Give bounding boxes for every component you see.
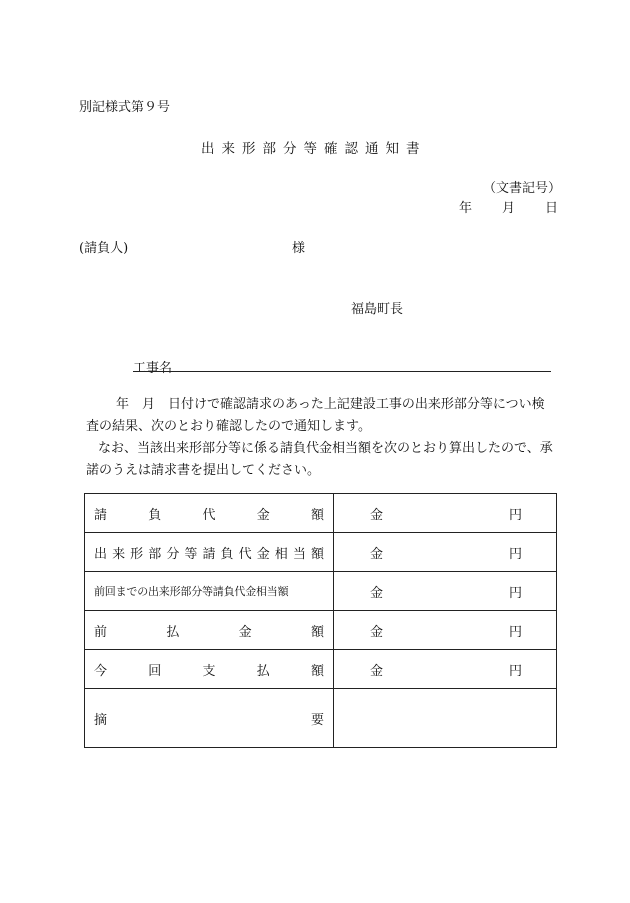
- table-row: [85, 650, 557, 689]
- label-char: 金: [256, 546, 270, 562]
- currency-label: 金: [370, 507, 384, 523]
- currency-label: 金: [370, 546, 384, 562]
- label-char: 払: [166, 624, 180, 640]
- body-paragraph-2: なお、当該出来形部分等に係る請負代金相当額を次のとおり算出したので、承諾のうえは請求書を提出してください。: [86, 441, 553, 478]
- row-label: [85, 611, 334, 650]
- date-line: [459, 197, 558, 216]
- previous-amount-label: 前回までの出来形部分等請負代金相当額: [94, 585, 289, 598]
- document-title: 出来形部分等確認通知書: [201, 141, 427, 157]
- label-char: 額: [310, 624, 324, 640]
- label-char: 来: [112, 546, 126, 562]
- table-row: [85, 494, 557, 533]
- label-char: 前: [94, 624, 108, 640]
- amount-cell: [334, 533, 557, 572]
- label-char: 請: [202, 546, 216, 562]
- label-char: 部: [148, 546, 162, 562]
- label-char: 形: [130, 546, 144, 562]
- issuer: 福島町長: [351, 302, 404, 317]
- date-month: 月: [502, 201, 516, 216]
- amount-cell: [334, 494, 557, 533]
- label-char: 額: [310, 507, 324, 523]
- amount-table: [84, 493, 557, 748]
- label-char: 出: [94, 546, 108, 562]
- document-number-label: （文書記号）: [483, 181, 562, 196]
- row-label: [85, 533, 334, 572]
- date-year: 年: [459, 201, 473, 216]
- label-char: 額: [310, 663, 324, 679]
- label-char: 額: [310, 546, 324, 562]
- yen-unit: 円: [508, 624, 522, 640]
- project-name-label: 工事名: [133, 361, 173, 376]
- honorific: 様: [292, 241, 306, 256]
- label-char: 要: [310, 712, 324, 728]
- table-row: [85, 572, 557, 611]
- remarks-cell: [334, 689, 557, 748]
- label-char: 負: [148, 507, 162, 523]
- amount-cell: [334, 650, 557, 689]
- label-char: 今: [94, 663, 108, 679]
- amount-cell: [334, 611, 557, 650]
- label-char: 回: [148, 663, 162, 679]
- table-row: [85, 611, 557, 650]
- remarks-label: [94, 709, 324, 728]
- label-char: 金: [238, 624, 252, 640]
- contractor-label: (請負人): [79, 241, 129, 256]
- label-char: 負: [220, 546, 234, 562]
- currency-label: 金: [370, 585, 384, 601]
- current-payment-label: [94, 660, 324, 679]
- label-char: 金: [256, 507, 270, 523]
- label-char: 当: [292, 546, 306, 562]
- yen-unit: 円: [508, 507, 522, 523]
- currency-label: 金: [370, 624, 384, 640]
- table-row: [85, 533, 557, 572]
- label-char: 払: [256, 663, 270, 679]
- row-label: [85, 650, 334, 689]
- contract-amount-label: [94, 504, 324, 523]
- advance-payment-label: [94, 621, 324, 640]
- project-name-line: [133, 371, 551, 372]
- label-char: 請: [94, 507, 108, 523]
- label-char: 代: [202, 507, 216, 523]
- label-char: 相: [274, 546, 288, 562]
- body-paragraph-1: 年 月 日付けで確認請求のあった上記建設工事の出来形部分等につい検査の結果、次のとおり確認したので通知します。: [86, 397, 545, 434]
- form-number: 別記様式第９号: [79, 100, 171, 115]
- completed-portion-amount-label: [94, 543, 324, 562]
- table-row-remarks: [85, 689, 557, 748]
- yen-unit: 円: [508, 585, 522, 601]
- label-char: 支: [202, 663, 216, 679]
- yen-unit: 円: [508, 663, 522, 679]
- label-char: 分: [166, 546, 180, 562]
- label-char: 摘: [94, 712, 108, 728]
- label-char: 等: [184, 546, 198, 562]
- label-char: 代: [238, 546, 252, 562]
- amount-cell: [334, 572, 557, 611]
- currency-label: 金: [370, 663, 384, 679]
- date-day: 日: [545, 201, 559, 216]
- row-label: [85, 689, 334, 748]
- row-label: [85, 572, 334, 611]
- yen-unit: 円: [508, 546, 522, 562]
- row-label: [85, 494, 334, 533]
